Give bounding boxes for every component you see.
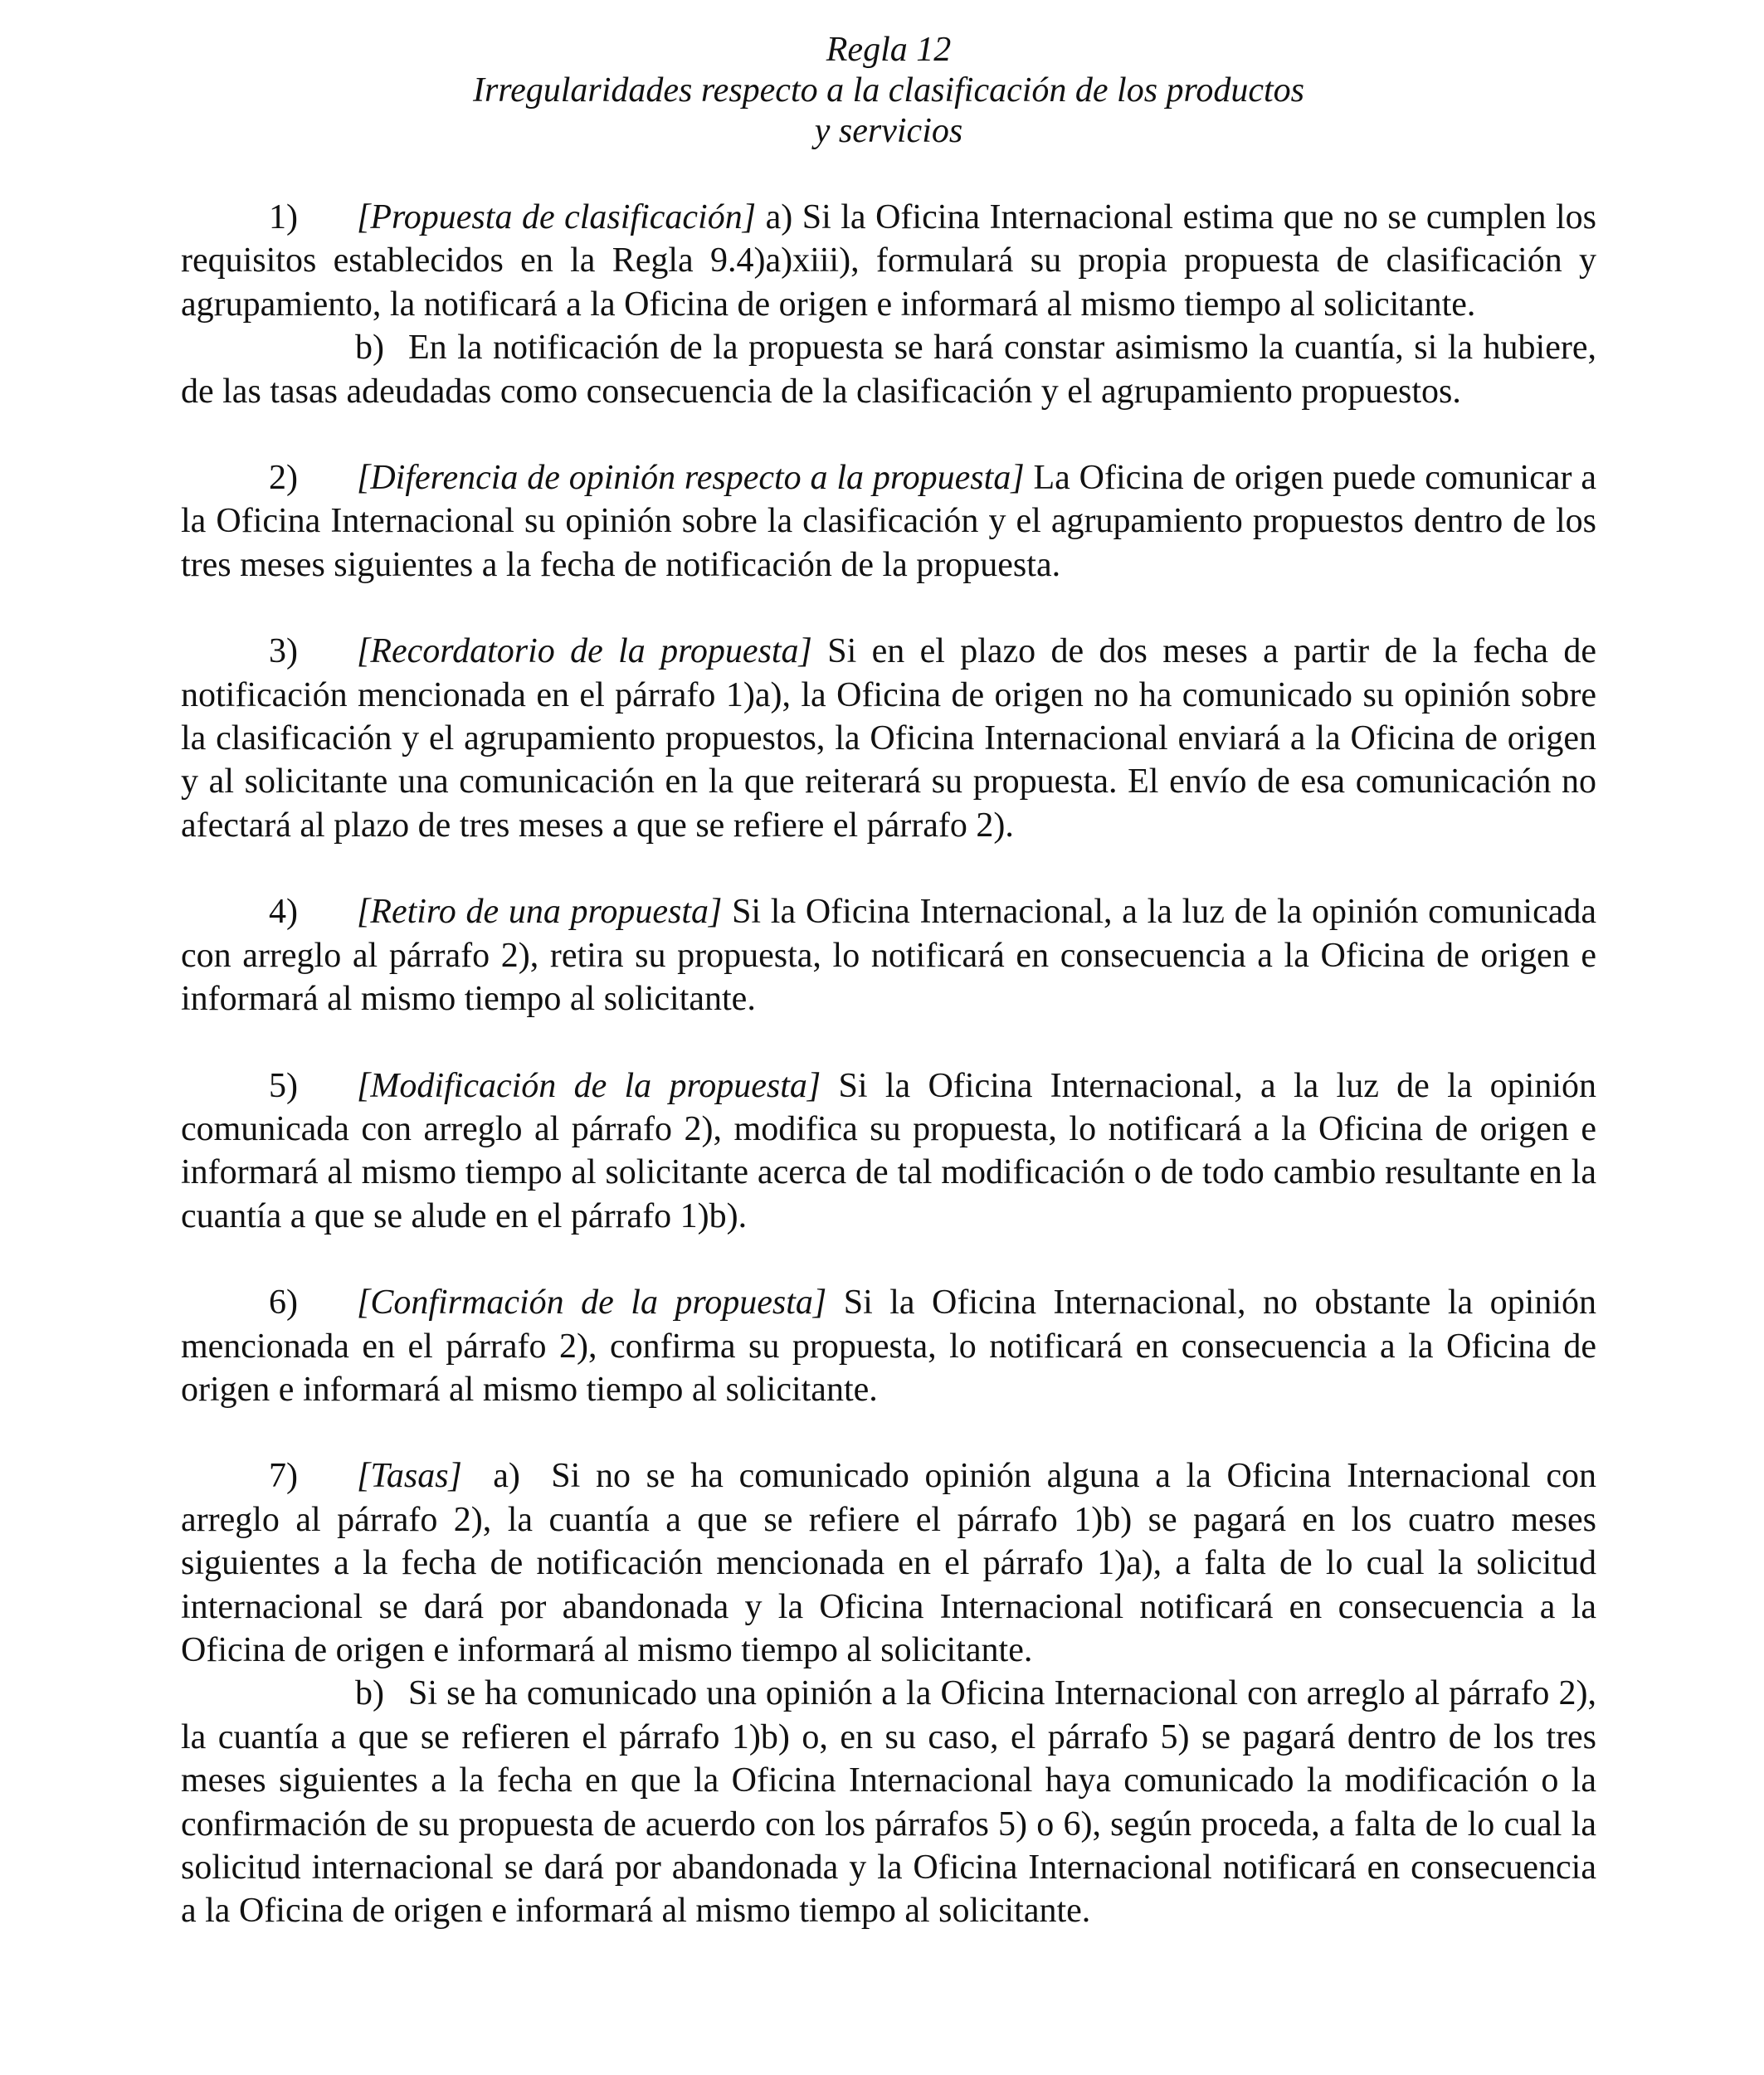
paragraph-number: 2) xyxy=(269,459,298,498)
paragraph-text: Si la Oficina Internacional, a la luz de la opinión comunicada con arreglo al párrafo 2), retira su propuesta, lo notificará en consecuencia a la Oficina de origen e informará al mismo tiempo al solicitante. xyxy=(181,893,1596,1019)
paragraph-5 xyxy=(181,1064,1596,1239)
rule-title-line-1: Irregularidades respecto a la clasificación de los productos xyxy=(472,71,1305,110)
paragraph-text: La Oficina de origen puede comunicar a la Oficina Internacional su opinión sobre la clasificación y el agrupamiento propuestos dentro de los tres meses siguientes a la fecha de notificación de la propuesta. xyxy=(181,459,1596,584)
paragraph-number: 7) xyxy=(269,1457,298,1496)
paragraph-3 xyxy=(181,630,1596,847)
paragraph-7a xyxy=(181,1454,1596,1672)
paragraph-number: 3) xyxy=(269,632,298,671)
paragraph-4 xyxy=(181,890,1596,1020)
sub-label: a) xyxy=(493,1457,520,1496)
paragraph-title: [Tasas] xyxy=(357,1457,462,1496)
paragraph-number: 5) xyxy=(269,1066,298,1105)
paragraph-text: Si no se ha comunicado opinión alguna a la Oficina Internacional con arreglo al párrafo 2), la cuantía a que se refiere el párrafo 1)b) se pagará en los cuatro meses siguientes a la fecha de notificación mencionada en el párrafo 1)a), a falta de lo cual la solicitud internacional se dará por abandonada y la Oficina Internacional notificará en consecuencia a la Oficina de origen e informará al mismo tiempo al solicitante. xyxy=(181,1457,1596,1669)
paragraph-2 xyxy=(181,456,1596,587)
paragraph-number: 1) xyxy=(269,198,298,236)
paragraph-1a xyxy=(181,196,1596,326)
paragraph-7b xyxy=(181,1672,1596,1932)
paragraph-number: 4) xyxy=(269,893,298,932)
paragraph-1b xyxy=(181,326,1596,413)
paragraph-text: Si se ha comunicado una opinión a la Oficina Internacional con arreglo al párrafo 2), la cuantía a que se refieren el párrafo 1)b) o, en su caso, el párrafo 5) se pagará dentro de los tres meses siguientes a la fecha en que la Oficina Internacional haya comunicado la modificación o la confirmación de su propuesta de acuerdo con los párrafos 5) o 6), según proceda, a falta de lo cual la solicitud internacional se dará por abandonada y la Oficina Internacional notificará en consecuencia a la Oficina de origen e informará al mismo tiempo al solicitante. xyxy=(181,1674,1596,1931)
rule-title-line-2: y servicios xyxy=(814,112,963,150)
sub-label: b) xyxy=(355,1674,384,1713)
paragraph-text: Si en el plazo de dos meses a partir de la fecha de notificación mencionada en el párrafo 1)a), la Oficina de origen no ha comunicado su opinión sobre la clasificación y el agrupamiento propuestos, la Oficina Internacional enviará a la Oficina de origen y al solicitante una comunicación en la que reiterará su propuesta. El envío de esa comunicación no afectará al plazo de tres meses a que se refiere el párrafo 2). xyxy=(181,632,1596,845)
paragraph-6 xyxy=(181,1281,1596,1411)
document-page xyxy=(181,30,1596,1933)
paragraph-title: [Diferencia de opinión respecto a la propuesta] xyxy=(357,459,1025,498)
paragraph-title: [Confirmación de la propuesta] xyxy=(357,1283,827,1322)
sub-label: a) xyxy=(765,198,793,236)
rule-number: Regla 12 xyxy=(826,31,952,69)
paragraph-text: Si la Oficina Internacional, no obstante la opinión mencionada en el párrafo 2), confirma su propuesta, lo notificará en consecuencia a la Oficina de origen e informará al mismo tiempo al solicitante. xyxy=(181,1283,1597,1409)
paragraph-title: [Retiro de una propuesta] xyxy=(357,893,723,932)
paragraph-number: 6) xyxy=(269,1283,298,1322)
paragraph-title: [Recordatorio de la propuesta] xyxy=(357,632,812,671)
paragraph-text: En la notificación de la propuesta se hará constar asimismo la cuantía, si la hubiere, de las tasas adeudadas como consecuencia de la clasificación y el agrupamiento propuestos. xyxy=(181,329,1596,411)
paragraph-title: [Modificación de la propuesta] xyxy=(357,1066,821,1105)
paragraph-text: Si la Oficina Internacional estima que no se cumplen los requisitos establecidos en la Regla 9.4)a)xiii), formulará su propia propuesta de clasificación y agrupamiento, la notificará a la Oficina de origen e informará al mismo tiempo al solicitante. xyxy=(181,198,1597,324)
sub-label: b) xyxy=(355,329,384,368)
rule-heading xyxy=(181,30,1596,152)
paragraph-text: Si la Oficina Internacional, a la luz de la opinión comunicada con arreglo al párrafo 2), modifica su propuesta, lo notificará a la Oficina de origen e informará al mismo tiempo al solicitante acerca de tal modificación o de todo cambio resultante en la cuantía a que se alude en el párrafo 1)b). xyxy=(181,1066,1597,1235)
paragraph-title: [Propuesta de clasificación] xyxy=(357,198,757,236)
